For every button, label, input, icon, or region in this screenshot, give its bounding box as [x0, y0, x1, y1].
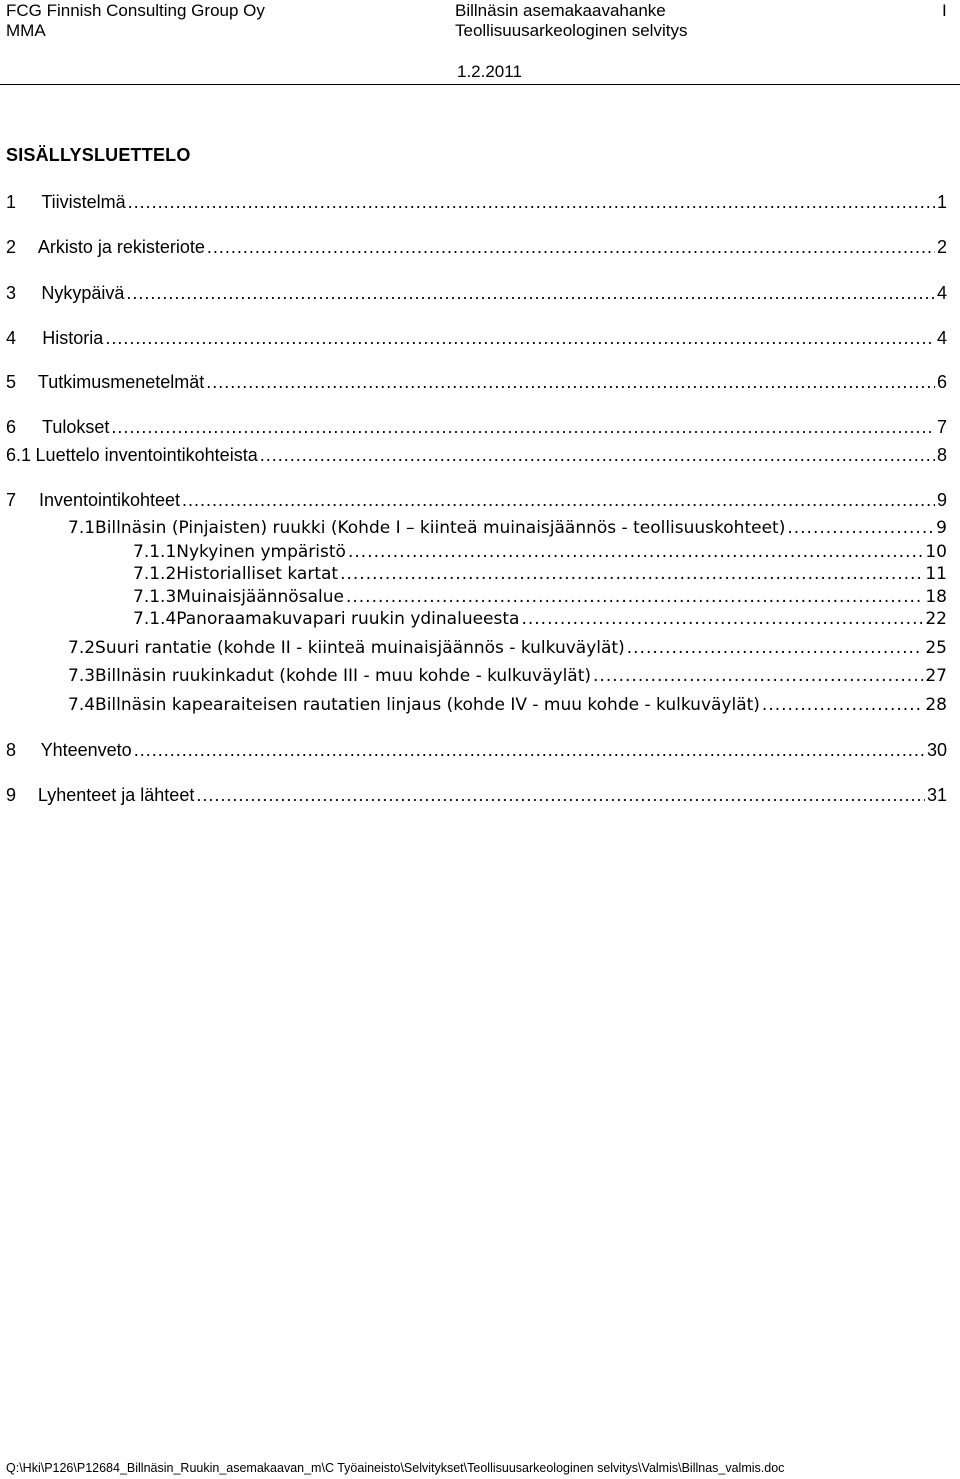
toc-leader-dots — [627, 637, 924, 659]
company-name: FCG Finnish Consulting Group Oy — [6, 1, 265, 20]
toc-entry-title: Inventointikohteet — [38, 490, 181, 510]
toc-leader-dots — [346, 586, 923, 608]
toc-entry-title: Historialliset kartat — [176, 564, 339, 584]
toc-entry-number: 7.1.1 — [133, 542, 177, 562]
header-left — [6, 1, 265, 41]
toc-leader-dots — [128, 191, 935, 213]
toc-entry[interactable] — [6, 327, 947, 349]
toc-entry-number: 7.3 — [68, 666, 96, 686]
toc-entry-page: 4 — [936, 283, 947, 303]
toc-leader-dots — [787, 517, 934, 539]
toc-entry-number: 7.2 — [68, 638, 96, 658]
toc-entry-page: 9 — [936, 490, 947, 510]
toc-entry[interactable] — [6, 784, 947, 806]
toc-entry-number: 1 — [6, 192, 17, 212]
toc-entry-title: Billnäsin (Pinjaisten) ruukki (Kohde I – kiinteä muinaisjäännös - teollisuuskohteet) — [95, 518, 786, 538]
toc-entry[interactable] — [133, 586, 947, 608]
toc-entry[interactable] — [6, 236, 947, 258]
toc-entry[interactable] — [133, 608, 947, 630]
toc-entry-title: Lyhenteet ja lähteet — [37, 785, 195, 805]
toc-title: SISÄLLYSLUETTELO — [6, 145, 191, 165]
header-divider — [0, 84, 960, 85]
header-date: 1.2.2011 — [457, 62, 522, 81]
toc-entry-page: 30 — [926, 740, 947, 760]
toc-leader-dots — [126, 282, 935, 304]
toc-entry-title: Luettelo inventointikohteista — [35, 445, 258, 465]
toc-entry-page: 28 — [925, 695, 947, 715]
toc-entry-number: 9 — [6, 785, 17, 805]
toc-entry-page: 6 — [936, 372, 947, 392]
toc-entry-title: Historia — [42, 328, 104, 348]
toc-entry[interactable] — [68, 665, 947, 687]
toc-entry-title: Tutkimusmenetelmät — [37, 372, 205, 392]
department: MMA — [6, 21, 46, 40]
toc-entry[interactable] — [133, 541, 947, 563]
toc-leader-dots — [207, 236, 935, 258]
toc-entry-page: 27 — [925, 666, 947, 686]
toc-leader-dots — [348, 541, 923, 563]
toc-entry-page: 10 — [925, 542, 947, 562]
toc-entry-title: Suuri rantatie (kohde II - kiinteä muinaisjäännös - kulkuväylät) — [95, 638, 625, 658]
toc-leader-dots — [260, 444, 935, 466]
footer-file-path: Q:\Hki\P126\P12684_Billnäsin_Ruukin_asemakaavan_m\C Työaineisto\Selvitykset\Teollisuusarkeologinen selvitys\Valmis\Billnas_valmis.doc — [6, 1461, 785, 1475]
toc-entry-page: 7 — [936, 417, 947, 437]
toc-entry-title: Billnäsin ruukinkadut (kohde III - muu kohde - kulkuväylät) — [95, 666, 592, 686]
toc-entry-number: 7.1.3 — [133, 587, 177, 607]
toc-entry-title: Panoraamakuvapari ruukin ydinalueesta — [176, 609, 520, 629]
toc-leader-dots — [593, 665, 923, 687]
toc-entry-title: Tulokset — [42, 417, 110, 437]
toc-entry-title: Nykypäivä — [41, 283, 125, 303]
toc-entry-number: 6 — [6, 417, 17, 437]
toc-entry[interactable] — [6, 444, 947, 466]
toc-entry-title: Billnäsin kapearaiteisen rautatien linjaus (kohde IV - muu kohde - kulkuväylät) — [95, 695, 760, 715]
toc-entry-number: 7.1 — [68, 518, 96, 538]
toc-entry-page: 11 — [925, 564, 947, 584]
toc-entry-title: Muinaisjäännösalue — [176, 587, 344, 607]
toc-entry-title: Arkisto ja rekisteriote — [37, 237, 205, 257]
toc-entry[interactable] — [6, 489, 947, 511]
toc-leader-dots — [134, 739, 925, 761]
toc-entry[interactable] — [6, 739, 947, 761]
toc-entry-number: 5 — [6, 372, 17, 392]
toc-entry-number: 7.4 — [68, 695, 96, 715]
toc-leader-dots — [105, 327, 935, 349]
toc-entry-number: 7.1.4 — [133, 609, 177, 629]
toc-entry[interactable] — [68, 517, 947, 539]
toc-entry-number: 2 — [6, 237, 17, 257]
toc-entry-page: 1 — [936, 192, 947, 212]
toc-entry[interactable] — [68, 694, 947, 716]
toc-entry-number: 3 — [6, 283, 17, 303]
toc-entry-title: Yhteenveto — [40, 740, 132, 760]
toc-entry-number: 6.1 — [6, 445, 32, 465]
header-page-number: I — [942, 1, 947, 20]
toc-entry-title: Nykyinen ympäristö — [176, 542, 346, 562]
header-center — [455, 1, 687, 41]
project-name: Billnäsin asemakaavahanke — [455, 1, 666, 20]
toc-entry-page: 9 — [936, 518, 947, 538]
toc-leader-dots — [196, 784, 925, 806]
toc-entry-page: 2 — [936, 237, 947, 257]
toc-entry-page: 8 — [936, 445, 947, 465]
toc-leader-dots — [111, 416, 935, 438]
toc-leader-dots — [206, 371, 935, 393]
toc-entry-page: 25 — [925, 638, 947, 658]
toc-entry-page: 4 — [936, 328, 947, 348]
toc-entry[interactable] — [6, 282, 947, 304]
report-name: Teollisuusarkeologinen selvitys — [455, 21, 688, 40]
toc-entry[interactable] — [68, 637, 947, 659]
toc-entry[interactable] — [133, 563, 947, 585]
toc-entry-page: 18 — [925, 587, 947, 607]
toc-entry-title: Tiivistelmä — [41, 192, 126, 212]
toc-leader-dots — [762, 694, 923, 716]
toc-leader-dots — [182, 489, 935, 511]
toc-entry[interactable] — [6, 371, 947, 393]
toc-entry-number: 4 — [6, 328, 17, 348]
toc-entry-number: 7 — [6, 490, 17, 510]
toc-entry-number: 8 — [6, 740, 17, 760]
toc-entry[interactable] — [6, 416, 947, 438]
toc-entry-page: 22 — [925, 609, 947, 629]
toc-entry-page: 31 — [926, 785, 947, 805]
toc-leader-dots — [340, 563, 923, 585]
toc-leader-dots — [521, 608, 923, 630]
toc-entry[interactable] — [6, 191, 947, 213]
toc-entry-number: 7.1.2 — [133, 564, 177, 584]
